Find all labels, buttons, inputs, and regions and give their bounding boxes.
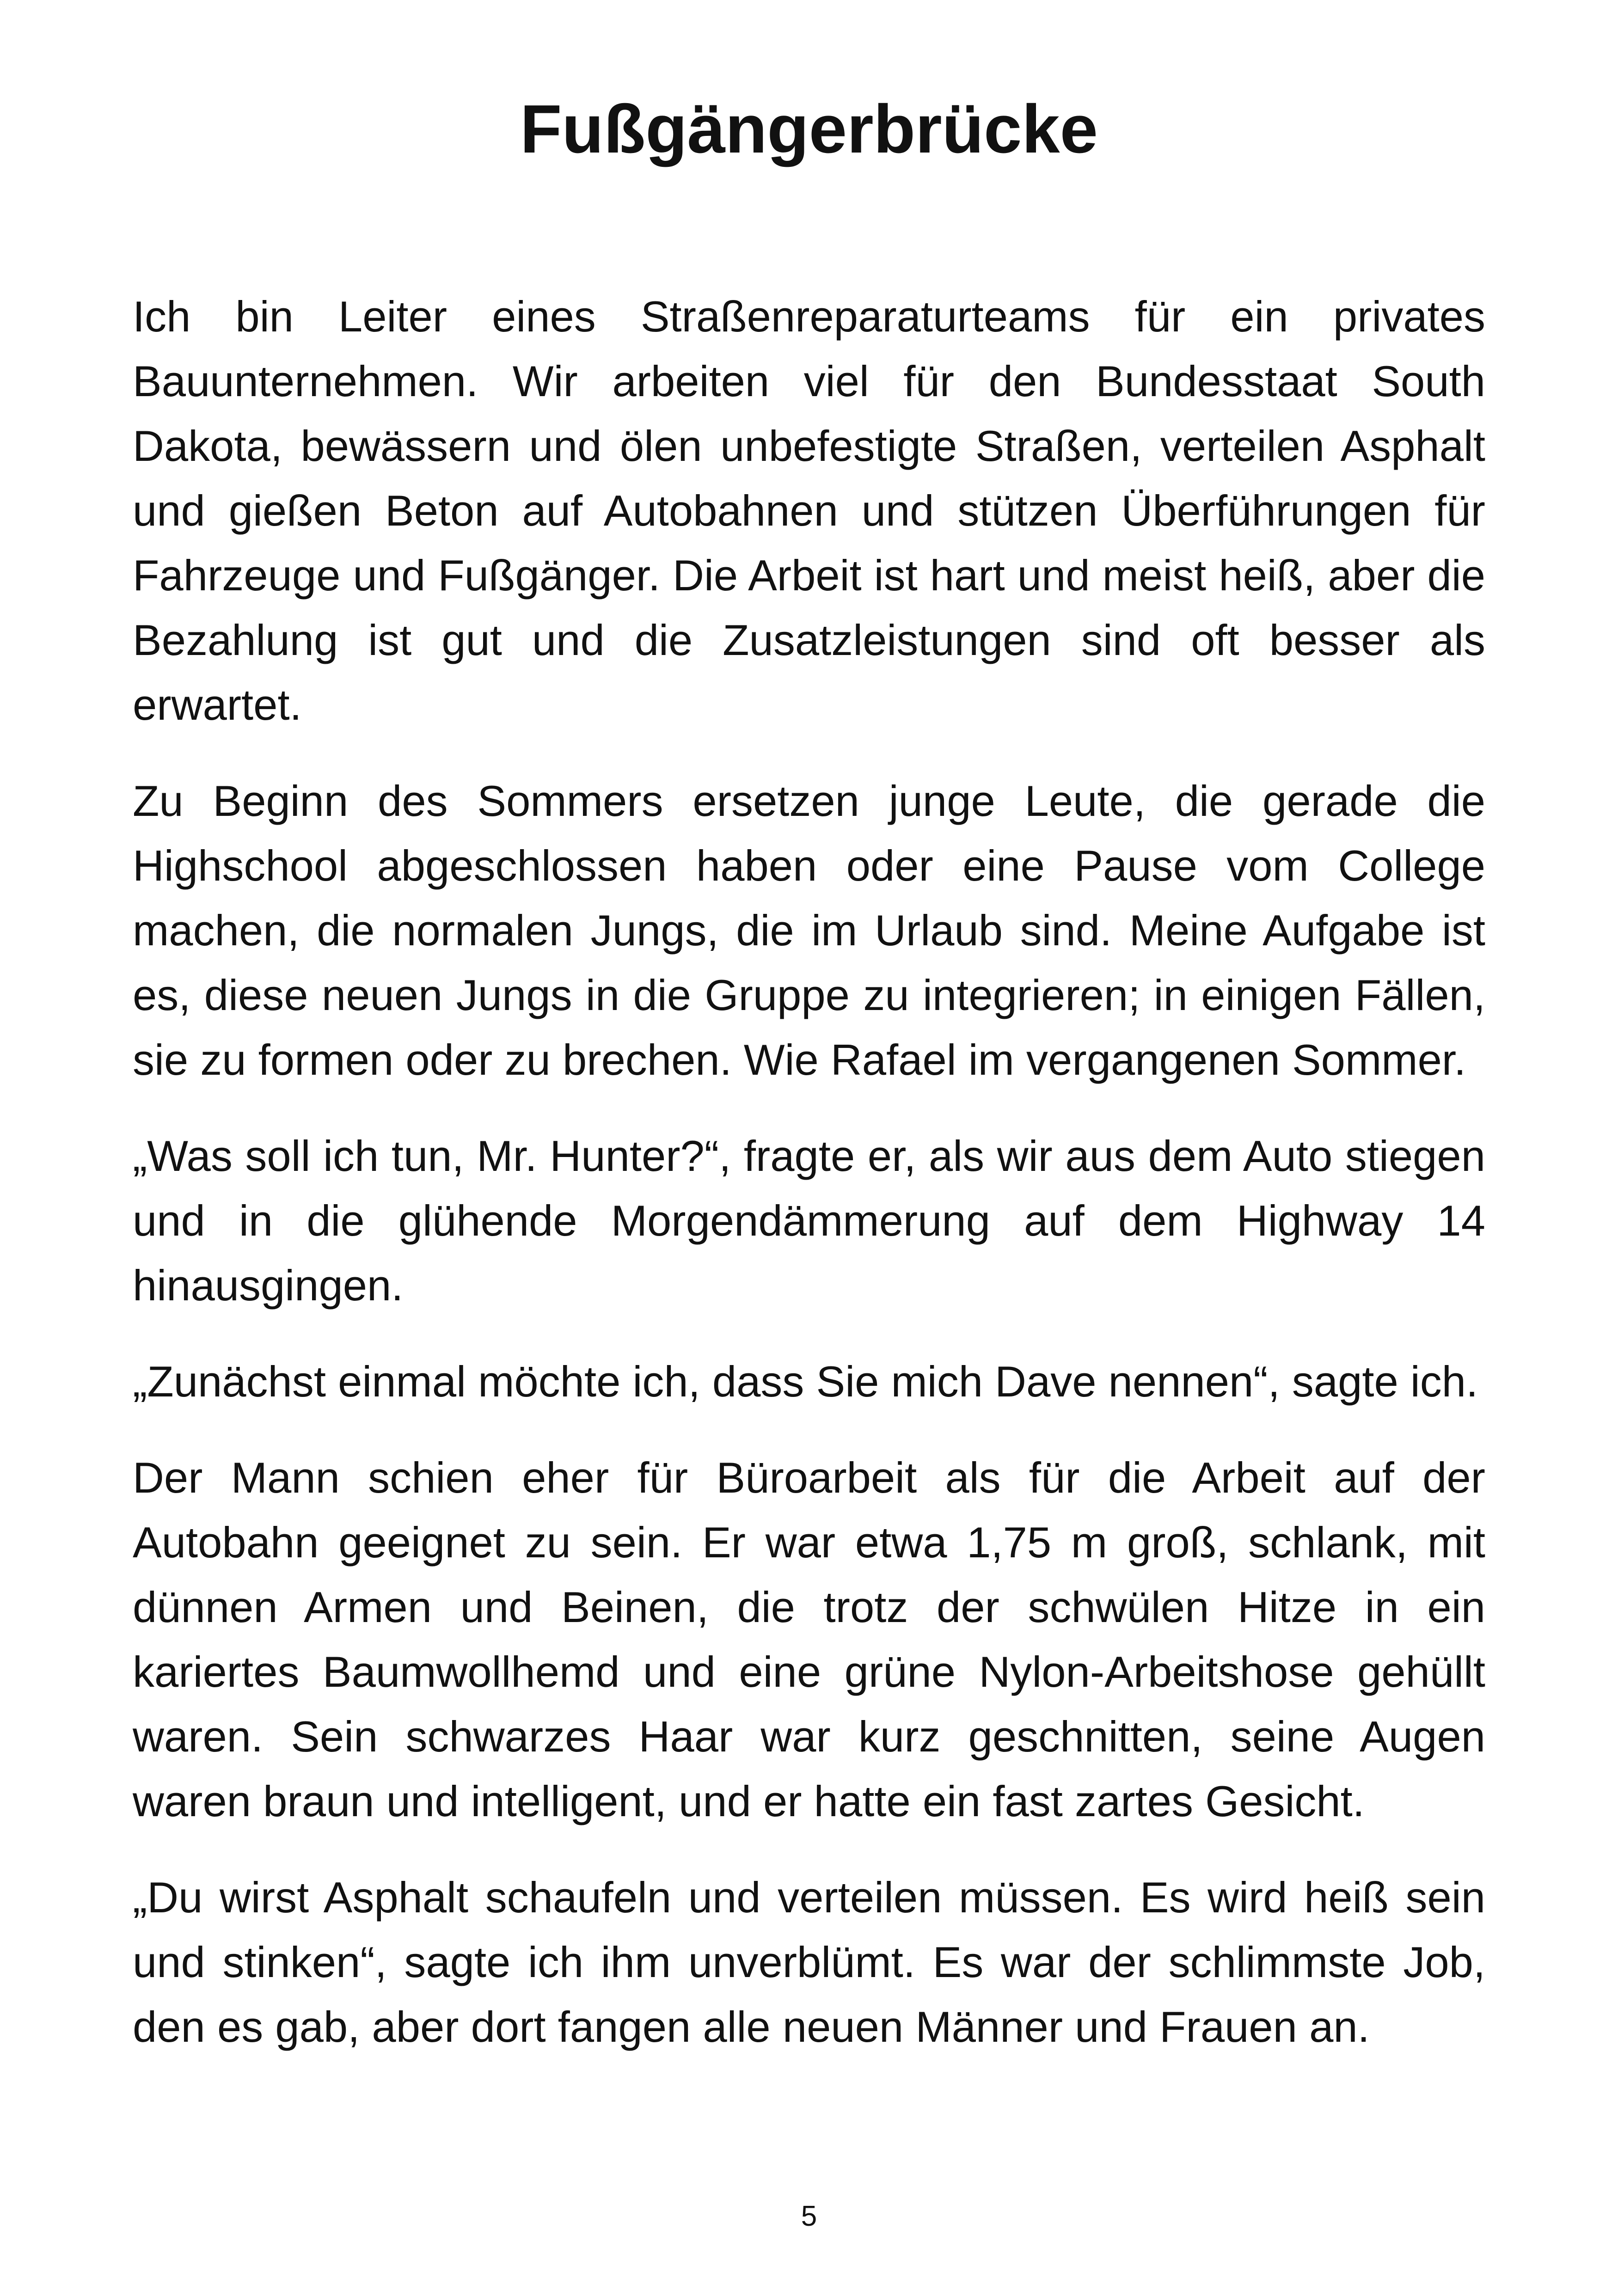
paragraph-6: „Du wirst Asphalt schaufeln und verteilen müssen. Es wird heiß sein und stinken“, sagte ich ihm unverblümt. Es war der schlimmste Job, den es gab, aber dort fangen alle neuen Männer und Frauen an.: [133, 1873, 1485, 2051]
paragraph-1: Ich bin Leiter eines Straßenreparaturteams für ein privates Bauunternehmen. Wir arbeiten viel für den Bundesstaat South Dakota, bewässern und ölen unbefestigte Straßen, verteilen Asphalt und gießen Beton auf Autobahnen und stützen Überführungen für Fahrzeuge und Fußgänger. Die Arbeit ist hart und meist heiß, aber die Bezahlung ist gut und die Zusatzleistungen sind oft besser als erwartet.: [133, 292, 1485, 729]
paragraph-5: Der Mann schien eher für Büroarbeit als für die Arbeit auf der Autobahn geeignet zu sein. Er war etwa 1,75 m groß, schlank, mit dünnen Armen und Beinen, die trotz der schwülen Hitze in ein kariertes Baumwollhemd und eine grüne Nylon-Arbeitshose gehüllt waren. Sein schwarzes Haar war kurz geschnitten, seine Augen waren braun und intelligent, und er hatte ein fast zartes Gesicht.: [133, 1453, 1485, 1825]
body-text: [133, 284, 1485, 2091]
chapter-title: Fußgängerbrücke: [520, 91, 1098, 167]
page-number: 5: [801, 2200, 817, 2232]
paragraph-3: „Was soll ich tun, Mr. Hunter?“, fragte er, als wir aus dem Auto stiegen und in die glühende Morgendämmerung auf dem Highway 14 hinausgingen.: [133, 1132, 1485, 1310]
paragraph-4: „Zunächst einmal möchte ich, dass Sie mich Dave nennen“, sagte ich.: [133, 1357, 1478, 1406]
paragraph-2: Zu Beginn des Sommers ersetzen junge Leute, die gerade die Highschool abgeschlossen haben oder eine Pause vom College machen, die normalen Jungs, die im Urlaub sind. Meine Aufgabe ist es, diese neuen Jungs in die Gruppe zu integrieren; in einigen Fällen, sie zu formen oder zu brechen. Wie Rafael im vergangenen Sommer.: [133, 777, 1485, 1084]
